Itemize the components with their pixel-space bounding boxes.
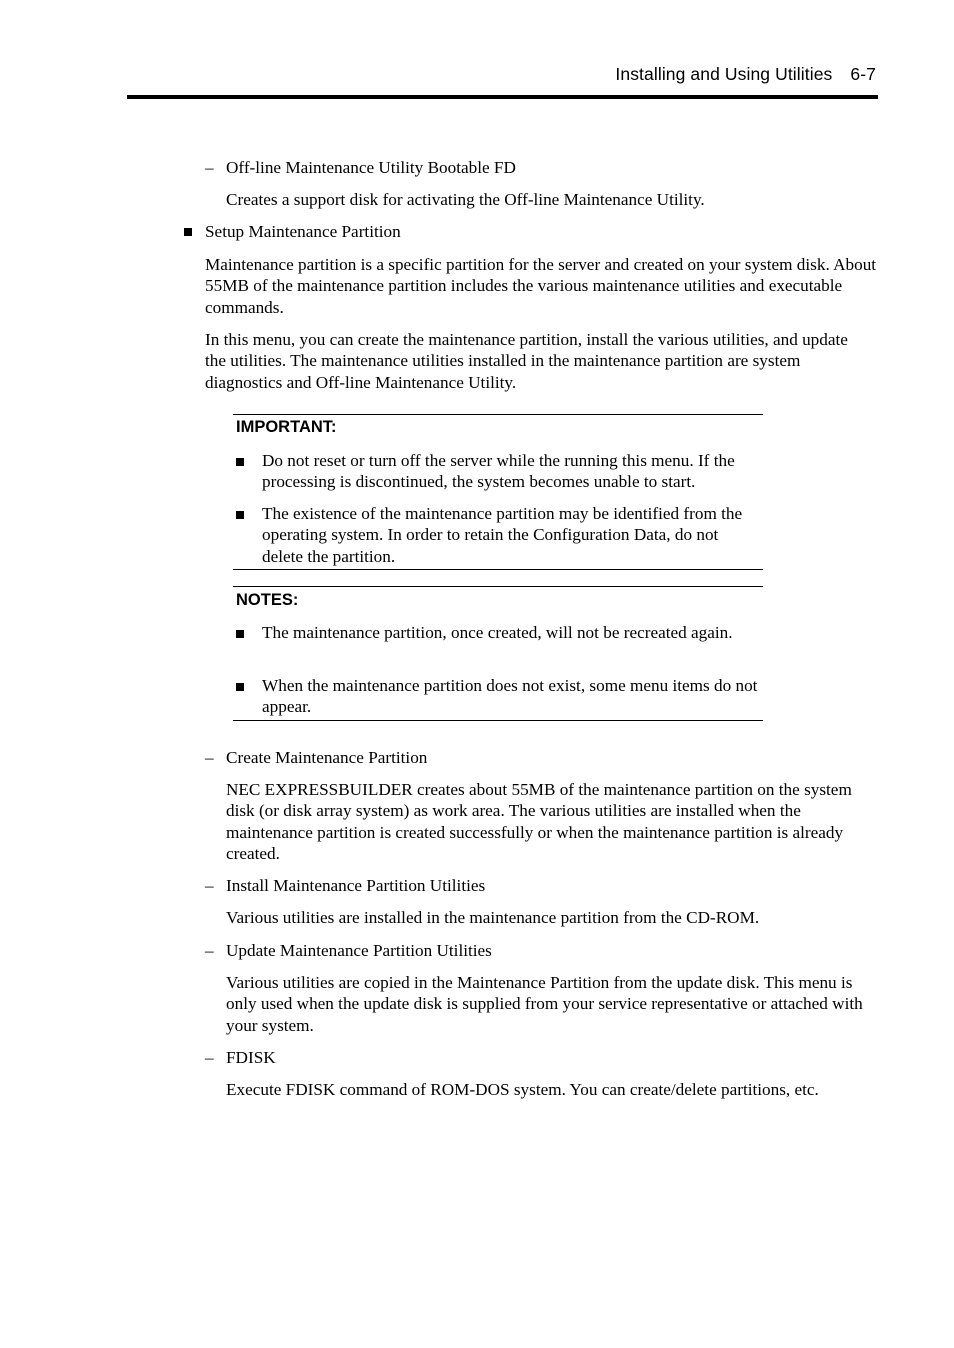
update-desc: Various utilities are copied in the Maintenance Partition from the update disk. This menu is only used when the update disk is supplied from your service representative or attached with your system. <box>226 973 863 1035</box>
box-top-rule <box>233 414 763 415</box>
dash-marker: – <box>205 876 214 895</box>
fdisk-title: FDISK <box>226 1048 276 1067</box>
box-bottom-rule <box>233 720 763 721</box>
install-desc: Various utilities are installed in the maintenance partition from the CD-ROM. <box>226 908 760 927</box>
bootable-fd-title: Off-line Maintenance Utility Bootable FD <box>226 158 516 177</box>
install-title: Install Maintenance Partition Utilities <box>226 876 486 895</box>
page-number: 6-7 <box>850 64 876 84</box>
dash-marker: – <box>205 158 214 177</box>
square-bullet-icon <box>236 630 244 638</box>
important-bullet-2: The existence of the maintenance partition may be identified from the operating system. In order to retain the Configuration Data, do not delete the partition. <box>262 504 743 566</box>
square-bullet-icon <box>236 511 244 519</box>
create-title: Create Maintenance Partition <box>226 748 428 767</box>
notes-bullet-2: When the maintenance partition does not exist, some menu items do not appear. <box>262 676 758 717</box>
fdisk-desc: Execute FDISK command of ROM-DOS system. You can create/delete partitions, etc. <box>226 1080 819 1099</box>
dash-marker: – <box>205 1048 214 1067</box>
important-heading: IMPORTANT: <box>236 418 337 436</box>
dash-marker: – <box>205 941 214 960</box>
box-top-rule <box>233 586 763 587</box>
box-bottom-rule <box>233 569 763 570</box>
header-rule <box>127 95 878 99</box>
square-bullet-icon <box>184 228 192 236</box>
setup-paragraph-1: Maintenance partition is a specific partition for the server and created on your system disk. About 55MB of the maintenance partition includes the various maintenance utilities and executable commands. <box>205 255 877 317</box>
setup-title: Setup Maintenance Partition <box>205 222 401 241</box>
square-bullet-icon <box>236 458 244 466</box>
setup-paragraph-2: In this menu, you can create the maintenance partition, install the various utilities, and update the utilities. The maintenance utilities installed in the maintenance partition are system diagnostics and Off-line Maintenance Utility. <box>205 330 848 392</box>
section-title: Installing and Using Utilities <box>615 64 833 84</box>
square-bullet-icon <box>236 683 244 691</box>
dash-marker: – <box>205 748 214 767</box>
running-header <box>615 64 876 85</box>
notes-bullet-1: The maintenance partition, once created, will not be recreated again. <box>262 623 733 642</box>
create-desc: NEC EXPRESSBUILDER creates about 55MB of the maintenance partition on the system disk (or disk array system) as work area. The various utilities are installed when the maintenance partition is created successfully or when the maintenance partition is already created. <box>226 780 852 863</box>
notes-heading: NOTES: <box>236 591 299 609</box>
important-bullet-1: Do not reset or turn off the server while the running this menu. If the processing is discontinued, the system becomes unable to start. <box>262 451 735 492</box>
update-title: Update Maintenance Partition Utilities <box>226 941 492 960</box>
bootable-fd-desc: Creates a support disk for activating the Off-line Maintenance Utility. <box>226 190 705 209</box>
